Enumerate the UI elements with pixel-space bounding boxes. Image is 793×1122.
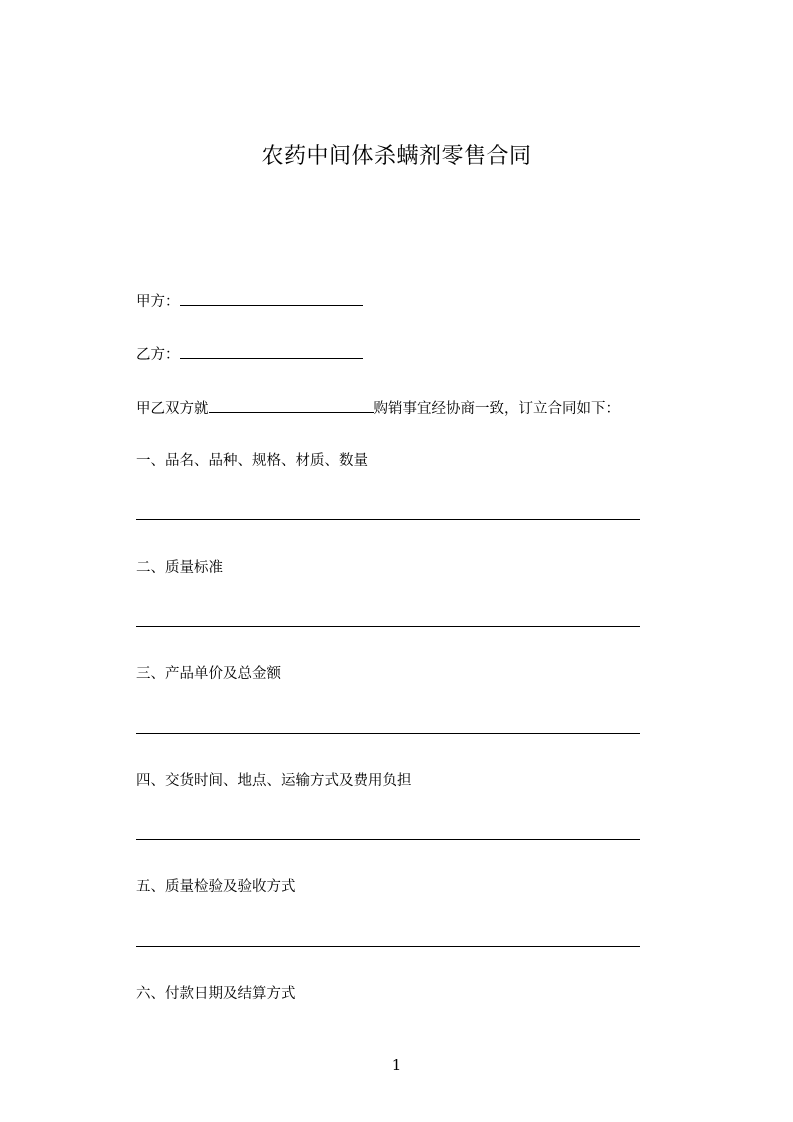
- party-a-label: 甲方：: [136, 294, 180, 310]
- section-answer-line[interactable]: [136, 626, 640, 627]
- section-heading: 五、质量检验及验收方式: [136, 879, 296, 895]
- section-heading: 四、交货时间、地点、运输方式及费用负担: [136, 773, 412, 789]
- intro-prefix: 甲乙双方就: [136, 401, 209, 417]
- document-title: 农药中间体杀螨剂零售合同: [261, 144, 532, 169]
- party-b-blank[interactable]: [180, 344, 363, 359]
- section-answer-line[interactable]: [136, 839, 640, 840]
- section-heading: 一、品名、品种、规格、材质、数量: [136, 453, 368, 469]
- goods-blank[interactable]: [209, 398, 374, 413]
- party-a-blank[interactable]: [180, 291, 363, 306]
- page-number: 1: [391, 1056, 402, 1074]
- intro-line: [136, 398, 620, 419]
- section-heading: 三、产品单价及总金额: [136, 666, 281, 682]
- party-b-label: 乙方：: [136, 347, 180, 363]
- party-b-line: [136, 344, 363, 365]
- intro-suffix: 购销事宜经协商一致，订立合同如下：: [373, 401, 620, 417]
- section-answer-line[interactable]: [136, 733, 640, 734]
- section-heading: 二、质量标准: [136, 560, 223, 576]
- section-answer-line[interactable]: [136, 946, 640, 947]
- section-heading: 六、付款日期及结算方式: [136, 986, 296, 1002]
- party-a-line: [136, 291, 363, 312]
- section-answer-line[interactable]: [136, 519, 640, 520]
